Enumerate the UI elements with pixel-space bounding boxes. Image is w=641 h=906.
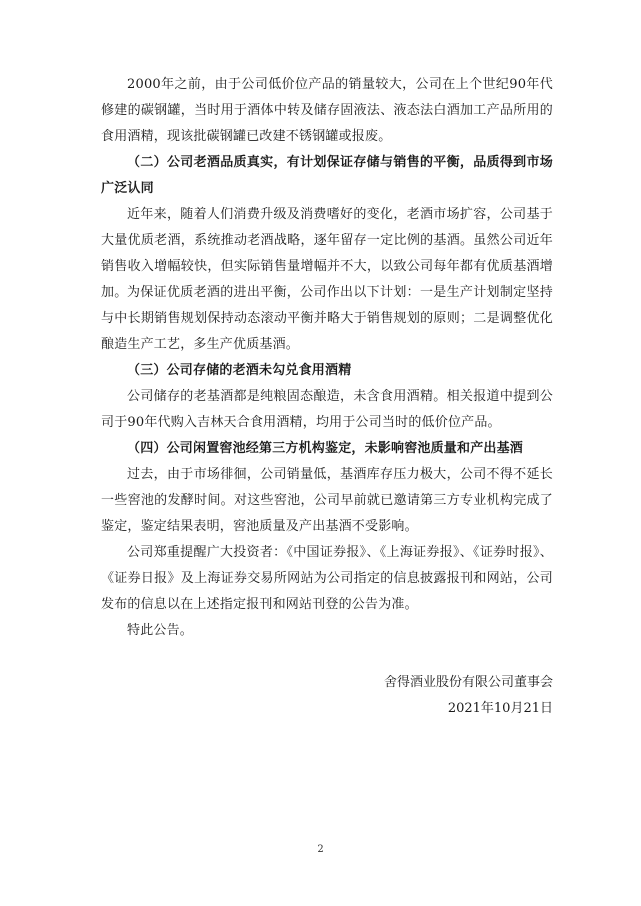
paragraph-closing: 特此公告。 — [127, 623, 194, 638]
page-number: 2 — [317, 844, 324, 855]
paragraph-old-liquor-strategy: 近年来，随着人们消费升级及消费嗜好的变化，老酒市场扩容，公司基于大量优质老酒，系统推动老酒战略，逐年留存一定比例的基酒。虽然公司近年销售收入增幅较快，但实际销售量增幅并不大，以致公司每年都有优质基酒增加。 — [101, 207, 553, 300]
paragraph-pure-grain: 公司储存的老基酒都是纯粮固态酿造，未含食用酒精。相关报道中提到公司于90年代购入吉林天合食用酒精，均用于公司当时的低价位产品。 — [101, 389, 553, 430]
signature-date: 2021年10月21日 — [447, 701, 553, 716]
paragraph-carbon-steel-tanks: 2000年之前，由于公司低价位产品的销量较大，公司在上个世纪90年代修建的碳钢罐，当时用于酒体中转及储存固液法、液态法白酒加工产品所用的食用酒精，现该批碳钢罐已改建不锈钢罐或报废。 — [101, 77, 553, 144]
section-heading-3: （三）公司存储的老酒未勾兑食用酒精 — [127, 363, 352, 378]
paragraph-balance-plan: 为保证优质老酒的进出平衡，公司作出以下计划：一是生产计划制定坚持与中长期销售规划保持动态滚动平衡并略大于销售规划的原则；二是调整优化酿造生产工艺，多生产优质基酒。 — [101, 285, 553, 352]
signature-company-board: 舍得酒业股份有限公司董事会 — [383, 675, 553, 690]
section-heading-4: （四）公司闲置窖池经第三方机构鉴定，未影响窖池质量和产出基酒 — [127, 441, 524, 456]
section-heading-2: （二）公司老酒品质真实，有计划保证存储与销售的平衡，品质得到市场广泛认同 — [101, 155, 553, 196]
paragraph-cellar-appraisal: 过去，由于市场徘徊，公司销量低，基酒库存压力极大，公司不得不延长一些窖池的发酵时间。对这些窖池，公司早前就已邀请第三方专业机构完成了鉴定，鉴定结果表明，窖池质量及产出基酒不受影响。 — [101, 467, 553, 534]
paragraph-investor-notice: 公司郑重提醒广大投资者：《中国证券报》、《上海证券报》、《证券时报》、《证券日报》及上海证券交易所网站为公司指定的信息披露报刊和网站，公司发布的信息以在上述指定报刊和网站刊登的公告为准。 — [101, 545, 553, 612]
